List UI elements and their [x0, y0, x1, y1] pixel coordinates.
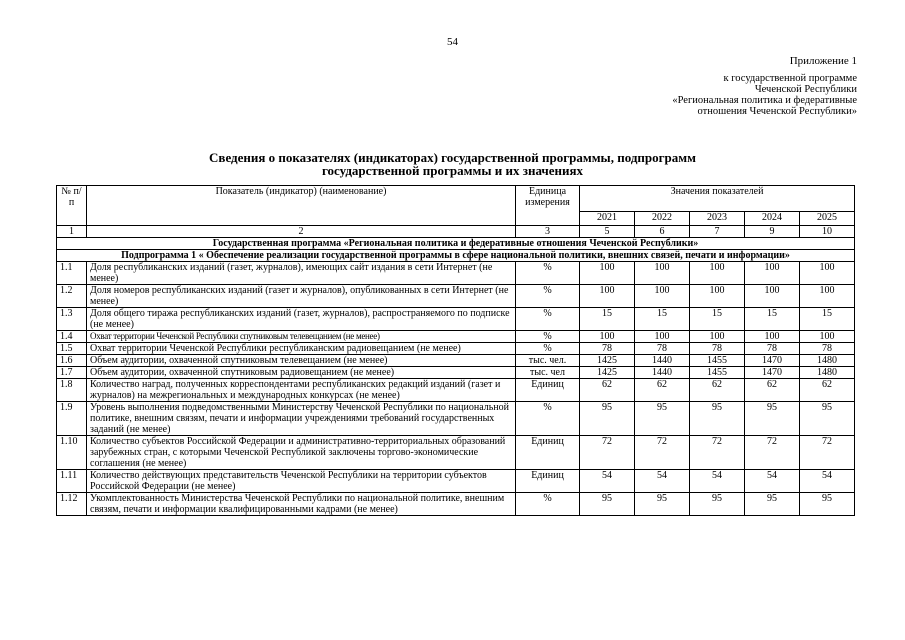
row-value: 95	[690, 493, 745, 516]
row-unit: Единиц	[516, 379, 580, 402]
row-indicator: Охват территории Чеченской Республики спутниковым телевещанием (не менее)	[87, 331, 516, 343]
appendix-note	[672, 73, 857, 117]
header-values: Значения показателей	[580, 186, 855, 212]
row-value: 100	[635, 285, 690, 308]
column-number: 5	[580, 226, 635, 238]
column-number: 6	[635, 226, 690, 238]
row-value: 78	[580, 343, 635, 355]
table-row	[57, 367, 855, 379]
row-value: 62	[580, 379, 635, 402]
row-unit: %	[516, 308, 580, 331]
row-value: 100	[800, 285, 855, 308]
column-number: 2	[87, 226, 516, 238]
row-value: 15	[745, 308, 800, 331]
row-value: 1440	[635, 355, 690, 367]
row-number: 1.11	[57, 470, 87, 493]
row-value: 100	[690, 331, 745, 343]
row-value: 78	[635, 343, 690, 355]
row-unit: Единиц	[516, 436, 580, 470]
row-value: 100	[690, 262, 745, 285]
row-value: 100	[580, 262, 635, 285]
column-number: 3	[516, 226, 580, 238]
row-value: 1470	[745, 367, 800, 379]
title-line: Сведения о показателях (индикаторах) государственной программы, подпрограмм	[209, 150, 696, 165]
column-number: 7	[690, 226, 745, 238]
title-line: государственной программы и их значениях	[321, 163, 584, 178]
row-value: 1455	[690, 367, 745, 379]
row-value: 72	[635, 436, 690, 470]
row-indicator: Объем аудитории, охваченной спутниковым телевещанием (не менее)	[87, 355, 516, 367]
row-value: 62	[690, 379, 745, 402]
row-value: 95	[580, 493, 635, 516]
row-value: 54	[580, 470, 635, 493]
row-number: 1.9	[57, 402, 87, 436]
row-value: 72	[580, 436, 635, 470]
row-unit: %	[516, 262, 580, 285]
row-value: 15	[580, 308, 635, 331]
row-value: 1480	[800, 367, 855, 379]
row-value: 78	[800, 343, 855, 355]
header-year: 2021	[580, 212, 635, 226]
row-indicator: Объем аудитории, охваченной спутниковым радиовещанием (не менее)	[87, 367, 516, 379]
row-unit: %	[516, 285, 580, 308]
table-row	[57, 308, 855, 331]
row-unit: тыс. чел.	[516, 355, 580, 367]
row-number: 1.10	[57, 436, 87, 470]
row-value: 1440	[635, 367, 690, 379]
row-value: 72	[690, 436, 745, 470]
table-row	[57, 493, 855, 516]
row-value: 100	[635, 262, 690, 285]
appendix-line: «Региональная политика и федеративные	[672, 95, 857, 106]
row-value: 95	[580, 402, 635, 436]
row-value: 54	[635, 470, 690, 493]
table-row	[57, 436, 855, 470]
row-unit: %	[516, 331, 580, 343]
row-value: 62	[745, 379, 800, 402]
row-value: 1425	[580, 355, 635, 367]
row-indicator: Укомплектованность Министерства Чеченской Республики по национальной политике, внешним связям, печати и информации квалифицированными кадрами (не менее)	[87, 493, 516, 516]
row-number: 1.3	[57, 308, 87, 331]
row-value: 15	[690, 308, 745, 331]
page-number: 54	[447, 36, 458, 48]
row-value: 54	[690, 470, 745, 493]
row-number: 1.7	[57, 367, 87, 379]
appendix-line: отношения Чеченской Республики»	[697, 106, 857, 117]
row-value: 100	[690, 285, 745, 308]
row-value: 100	[580, 285, 635, 308]
row-unit: %	[516, 402, 580, 436]
header-year: 2024	[745, 212, 800, 226]
row-value: 78	[690, 343, 745, 355]
row-value: 95	[635, 493, 690, 516]
table-row	[57, 355, 855, 367]
table-row	[57, 343, 855, 355]
document-title	[120, 151, 785, 177]
row-value: 95	[800, 493, 855, 516]
table-row	[57, 262, 855, 285]
row-indicator: Доля общего тиража республиканских изданий (газет, журналов), распространяемого по подписке (не менее)	[87, 308, 516, 331]
header-unit: Единица измерения	[516, 186, 580, 226]
row-value: 95	[745, 402, 800, 436]
header-indicator: Показатель (индикатор) (наименование)	[87, 186, 516, 226]
row-value: 100	[580, 331, 635, 343]
column-number: 10	[800, 226, 855, 238]
row-value: 100	[745, 331, 800, 343]
row-indicator: Количество субъектов Российской Федерации и административно-территориальных образований зарубежных стран, с которыми Чеченской Республикой заключены торгово-экономические соглашения (не менее)	[87, 436, 516, 470]
row-value: 1455	[690, 355, 745, 367]
row-value: 95	[745, 493, 800, 516]
row-value: 1470	[745, 355, 800, 367]
appendix-line: Чеченской Республики	[754, 84, 857, 95]
row-value: 100	[745, 285, 800, 308]
row-number: 1.6	[57, 355, 87, 367]
appendix-line: к государственной программе	[723, 73, 857, 84]
row-unit: %	[516, 343, 580, 355]
row-value: 54	[800, 470, 855, 493]
row-number: 1.5	[57, 343, 87, 355]
row-value: 100	[800, 262, 855, 285]
row-indicator: Количество действующих представительств Чеченской Республики на территории субъектов Российской Федерации (не менее)	[87, 470, 516, 493]
row-value: 15	[800, 308, 855, 331]
row-value: 72	[745, 436, 800, 470]
indicators-table	[56, 185, 855, 516]
row-value: 62	[635, 379, 690, 402]
column-number: 9	[745, 226, 800, 238]
header-year: 2023	[690, 212, 745, 226]
program-title: Государственная программа «Региональная политика и федеративные отношения Чеченской Республики»	[57, 238, 855, 250]
row-indicator: Количество наград, полученных корреспондентами республиканских редакций изданий (газет и журналов) на межрегиональных и международных конкурсах (не менее)	[87, 379, 516, 402]
row-value: 15	[635, 308, 690, 331]
row-number: 1.8	[57, 379, 87, 402]
row-indicator: Доля республиканских изданий (газет, журналов), имеющих сайт издания в сети Интернет (не менее)	[87, 262, 516, 285]
subprogram-title: Подпрограмма 1 « Обеспечение реализации государственной программы в сфере национальной политики, внешних связей, печати и информации»	[57, 250, 855, 262]
row-value: 100	[800, 331, 855, 343]
row-value: 78	[745, 343, 800, 355]
appendix-title: Приложение 1	[789, 55, 857, 67]
row-indicator: Доля номеров республиканских изданий (газет и журналов), опубликованных в сети Интернет (не менее)	[87, 285, 516, 308]
row-indicator: Уровень выполнения подведомственными Министерству Чеченской Республики по национальной политике, внешним связям, печати и информации учреждениями требований государственных заданий (не менее)	[87, 402, 516, 436]
table-row	[57, 402, 855, 436]
table-row	[57, 379, 855, 402]
row-value: 95	[635, 402, 690, 436]
table-row	[57, 470, 855, 493]
header-year: 2022	[635, 212, 690, 226]
row-value: 1425	[580, 367, 635, 379]
row-unit: тыс. чел	[516, 367, 580, 379]
row-value: 100	[635, 331, 690, 343]
row-indicator: Охват территории Чеченской Республики республиканским радиовещанием (не менее)	[87, 343, 516, 355]
row-value: 54	[745, 470, 800, 493]
row-value: 72	[800, 436, 855, 470]
row-unit: Единиц	[516, 470, 580, 493]
header-year: 2025	[800, 212, 855, 226]
column-number: 1	[57, 226, 87, 238]
row-value: 100	[745, 262, 800, 285]
row-unit: %	[516, 493, 580, 516]
row-number: 1.1	[57, 262, 87, 285]
row-value: 95	[800, 402, 855, 436]
row-value: 62	[800, 379, 855, 402]
row-number: 1.2	[57, 285, 87, 308]
table-row	[57, 331, 855, 343]
row-number: 1.4	[57, 331, 87, 343]
header-num: № п/п	[57, 186, 87, 226]
row-number: 1.12	[57, 493, 87, 516]
row-value: 1480	[800, 355, 855, 367]
table-row	[57, 285, 855, 308]
row-value: 95	[690, 402, 745, 436]
